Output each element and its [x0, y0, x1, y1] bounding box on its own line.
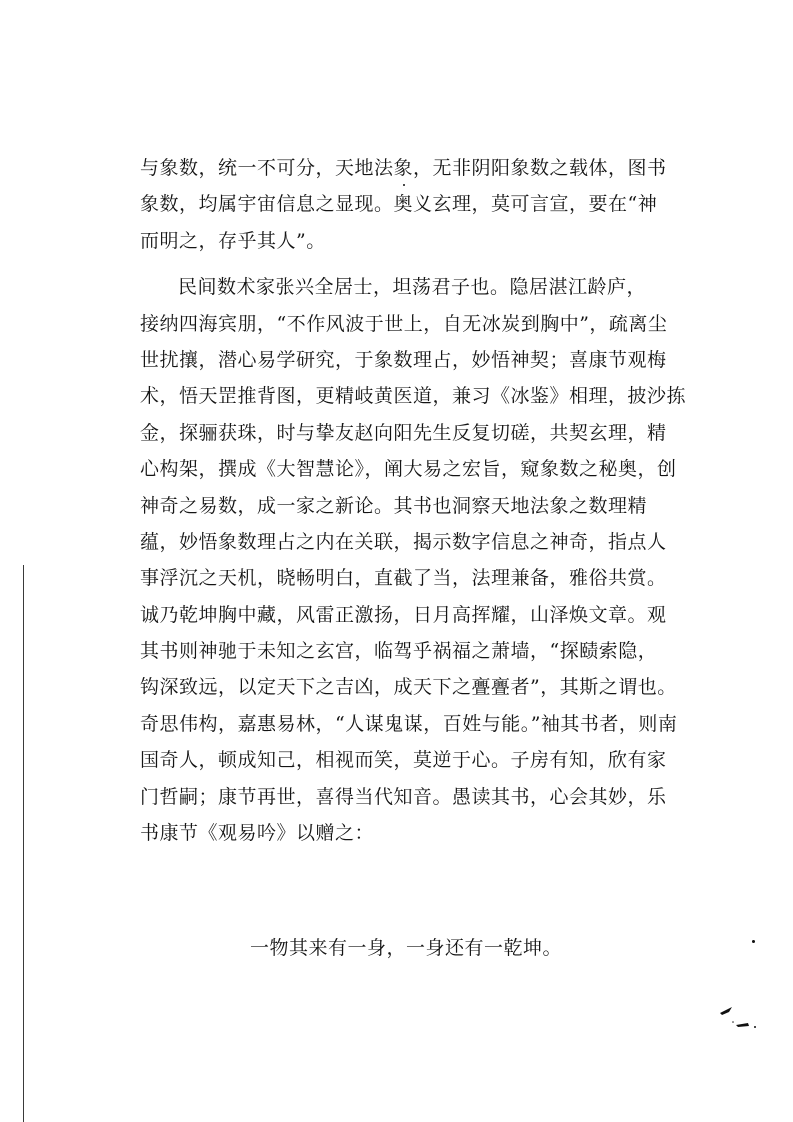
text-line: 术，悟天罡推背图，更精岐黄医道，兼习《冰鉴》相理，披沙拣	[140, 385, 687, 408]
text-line: 其书则神驰于未知之玄宫，临驾乎祸福之萧墙，“探赜索隐，	[140, 640, 658, 663]
text-line: 而明之，存乎其人”。	[140, 229, 326, 252]
text-line	[140, 888, 670, 924]
text-line: 奇思伟构，嘉惠易林，“人谋鬼谋，百姓与能。”袖其书者，则南	[140, 712, 678, 735]
text-line: 书康节《观易吟》以赠之：	[140, 822, 375, 845]
text-line: 钩深致远，以定天下之吉凶，成天下之亹亹者”，其斯之谓也。	[140, 676, 677, 699]
poem-line: 一物其来有一身，一身还有一乾坤。	[250, 937, 563, 960]
text-line: 事浮沉之天机，晓畅明白，直截了当，法理兼备，雅俗共赏。	[140, 567, 667, 590]
text-line: 神奇之易数，成一家之新论。其书也洞察天地法象之数理精	[140, 494, 648, 517]
text-line: 诚乃乾坤胸中藏，风雷正激扬，日月高挥耀，山泽焕文章。观	[140, 603, 667, 626]
text-line: 接纳四海宾朋，“不作风波于世上，自无冰炭到胸中”，疏离尘	[140, 312, 668, 335]
text-line: 世扰攘，潜心易学研究，于象数理占，妙悟神契；喜康节观梅	[140, 348, 667, 371]
scan-blemish	[718, 1003, 752, 1029]
text-line	[140, 851, 670, 887]
text-line: 民间数术家张兴全居士，坦荡君子也。隐居湛江龄庐，	[178, 276, 647, 299]
text-line: 金，探骊获珠，时与挚友赵向阳先生反复切磋，共契玄理，精	[140, 421, 667, 444]
scan-speck	[754, 1026, 756, 1028]
text-line: 心构架，撰成《大智慧论》，阐大易之宏旨，窥象数之秘奥，创	[140, 458, 677, 481]
scan-speck	[752, 940, 755, 943]
scan-margin-line	[23, 565, 24, 1122]
text-line: 与象数，统一不可分，天地法象，无非阴阳象数之载体，图书	[140, 157, 667, 179]
paragraph-2	[140, 269, 687, 924]
scan-speck	[403, 184, 405, 186]
text-line: 蕴，妙悟象数理占之内在关联，揭示数字信息之神奇，指点人	[140, 530, 667, 553]
body-text	[140, 150, 687, 967]
paragraph-1	[140, 150, 670, 259]
text-line: 门哲嗣；康节再世，喜得当代知音。愚读其书，心会其妙，乐	[140, 785, 667, 808]
text-line: 象数，均属宇宙信息之显现。奥义玄理，莫可言宣，要在“神	[140, 193, 658, 216]
text-line: 国奇人，顿成知己，相视而笑，莫逆于心。子房有知，欣有家	[140, 749, 667, 772]
